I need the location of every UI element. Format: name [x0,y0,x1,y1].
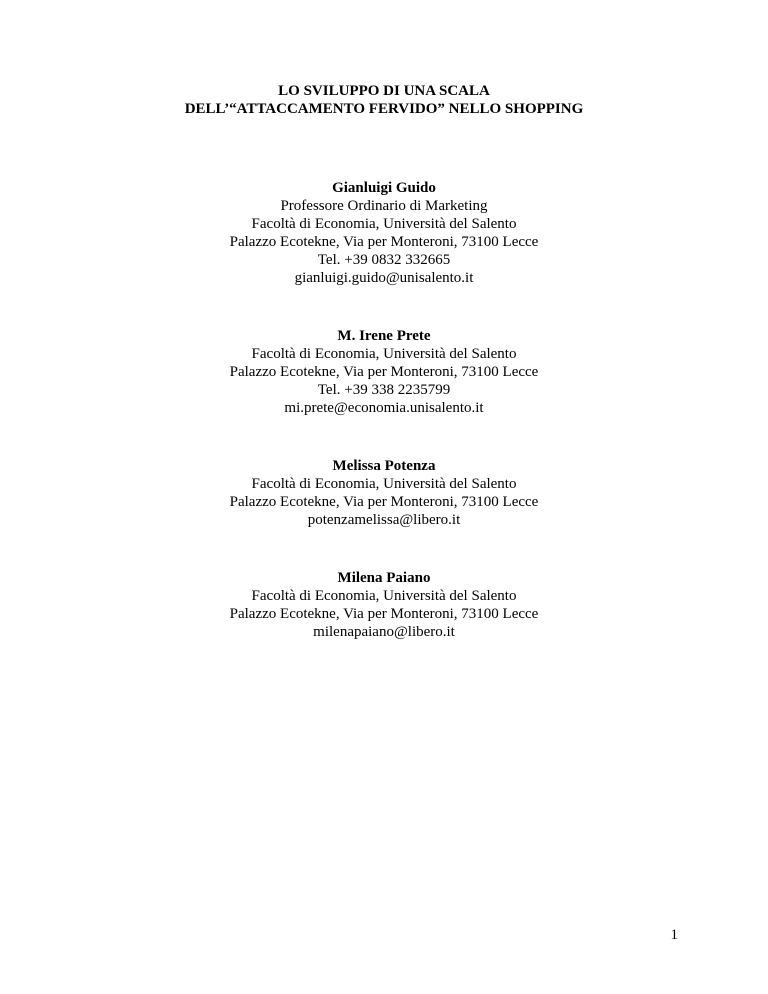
author-email: potenzamelissa@libero.it [307,512,461,528]
author-name: Gianluigi Guido [332,180,436,196]
author-role: Professore Ordinario di Marketing [280,198,488,214]
page-number: 1 [670,927,678,943]
author-email: mi.prete@economia.unisalento.it [284,400,484,416]
author-address: Palazzo Ecotekne, Via per Monteroni, 73100 Lecce [229,234,539,250]
document-title [0,82,768,118]
author-affiliation: Facoltà di Economia, Università del Salento [251,588,517,604]
author-email: gianluigi.guido@unisalento.it [294,270,474,286]
author-affiliation: Facoltà di Economia, Università del Salento [251,216,517,232]
author-email: milenapaiano@libero.it [313,624,455,640]
author-address: Palazzo Ecotekne, Via per Monteroni, 73100 Lecce [229,494,539,510]
author-name: Milena Paiano [337,570,431,586]
author-address: Palazzo Ecotekne, Via per Monteroni, 73100 Lecce [229,606,539,622]
author-affiliation: Facoltà di Economia, Università del Salento [251,346,517,362]
author-block-paiano [0,569,768,641]
author-block-potenza [0,457,768,529]
title-line-2: DELL’“ATTACCAMENTO FERVIDO” NELLO SHOPPING [184,101,584,117]
author-name: Melissa Potenza [332,458,436,474]
author-phone: Tel. +39 0832 332665 [317,252,451,268]
author-name: M. Irene Prete [337,328,431,344]
author-block-guido [0,179,768,287]
author-block-prete [0,327,768,417]
title-line-1: LO SVILUPPO DI UNA SCALA [278,83,490,99]
author-phone: Tel. +39 338 2235799 [317,382,451,398]
author-address: Palazzo Ecotekne, Via per Monteroni, 73100 Lecce [229,364,539,380]
author-affiliation: Facoltà di Economia, Università del Salento [251,476,517,492]
